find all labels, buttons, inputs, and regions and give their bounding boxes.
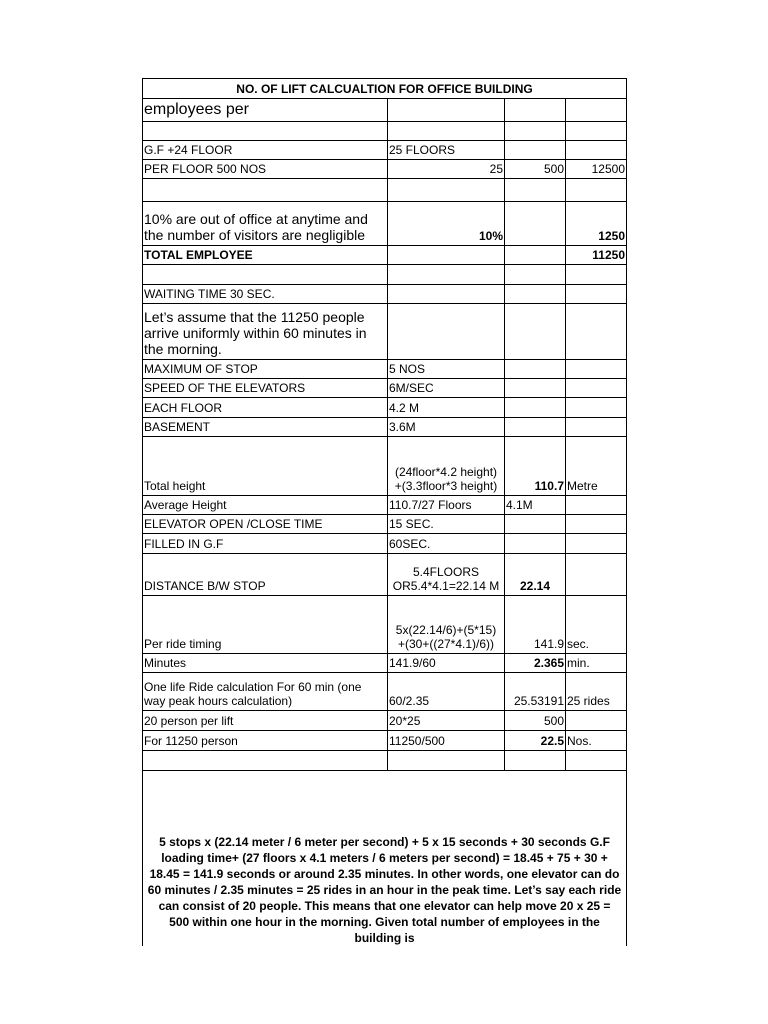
cell-r16-c0[interactable]: ELEVATOR OPEN /CLOSE TIME — [142, 515, 388, 534]
cell-r7-c3[interactable] — [566, 265, 627, 285]
sheet-title: NO. OF LIFT CALCUALTION FOR OFFICE BUILDING — [142, 78, 627, 99]
cell-r8-c1[interactable] — [388, 285, 505, 304]
cell-r8-c2[interactable] — [505, 285, 566, 304]
calculation-note: 5 stops x (22.14 meter / 6 meter per second) + 5 x 15 seconds + 30 seconds G.F loading time+ (27 floors x 4.1 meters / 6 meters per second) = 18.45 + 75 + 30 + 18.45 = 141.9 seconds or around 2.35 minutes. In other words, one elevator can do 60 minutes / 2.35 minutes = 25 rides in an hour in the peak time. Let’s say each ride can consist of 20 people. This means that one elevator can help move 20 x 25 = 500 within one hour in the morning. Given total number of employees in the building is — [142, 771, 627, 946]
cell-r20-c3[interactable]: min. — [566, 654, 627, 673]
cell-r1-c1[interactable] — [388, 122, 505, 141]
cell-r15-c1[interactable]: 110.7/27 Floors — [388, 496, 505, 515]
cell-r10-c1[interactable]: 5 NOS — [388, 360, 505, 379]
cell-r11-c2[interactable] — [505, 379, 566, 398]
cell-r11-c0[interactable]: SPEED OF THE ELEVATORS — [142, 379, 388, 398]
cell-r5-c3[interactable]: 1250 — [566, 202, 627, 246]
cell-r17-c1[interactable]: 60SEC. — [388, 534, 505, 554]
cell-r16-c3[interactable] — [566, 515, 627, 534]
cell-r11-c1[interactable]: 6M/SEC — [388, 379, 505, 398]
cell-r1-c0[interactable] — [142, 122, 388, 141]
cell-r14-c1[interactable]: (24floor*4.2 height) +(3.3floor*3 height) — [388, 437, 505, 496]
cell-r2-c3[interactable] — [566, 141, 627, 160]
cell-r20-c0[interactable]: Minutes — [142, 654, 388, 673]
cell-r13-c2[interactable] — [505, 418, 566, 437]
cell-r24-c3[interactable] — [566, 751, 627, 771]
cell-r9-c2[interactable] — [505, 304, 566, 360]
cell-r1-c3[interactable] — [566, 122, 627, 141]
cell-r7-c2[interactable] — [505, 265, 566, 285]
cell-r11-c3[interactable] — [566, 379, 627, 398]
cell-r3-c1[interactable]: 25 — [388, 160, 505, 179]
cell-r6-c0[interactable]: TOTAL EMPLOYEE — [142, 246, 388, 265]
cell-r13-c0[interactable]: BASEMENT — [142, 418, 388, 437]
cell-r24-c2[interactable] — [505, 751, 566, 771]
cell-r22-c0[interactable]: 20 person per lift — [142, 711, 388, 731]
cell-r4-c2[interactable] — [505, 179, 566, 202]
cell-r3-c2[interactable]: 500 — [505, 160, 566, 179]
cell-r23-c3[interactable]: Nos. — [566, 731, 627, 751]
cell-r0-c2[interactable] — [505, 99, 566, 122]
cell-r20-c2[interactable]: 2.365 — [505, 654, 566, 673]
cell-r23-c1[interactable]: 11250/500 — [388, 731, 505, 751]
cell-r10-c3[interactable] — [566, 360, 627, 379]
cell-r18-c2[interactable]: 22.14 — [505, 554, 566, 596]
cell-r1-c2[interactable] — [505, 122, 566, 141]
cell-r9-c0[interactable]: Let’s assume that the 11250 people arrive uniformly within 60 minutes in the morning. — [142, 304, 388, 360]
cell-r12-c0[interactable]: EACH FLOOR — [142, 398, 388, 418]
cell-r10-c0[interactable]: MAXIMUM OF STOP — [142, 360, 388, 379]
cell-r16-c2[interactable] — [505, 515, 566, 534]
cell-r6-c1[interactable] — [388, 246, 505, 265]
cell-r9-c1[interactable] — [388, 304, 505, 360]
cell-r12-c2[interactable] — [505, 398, 566, 418]
cell-r5-c1[interactable]: 10% — [388, 202, 505, 246]
cell-r8-c3[interactable] — [566, 285, 627, 304]
cell-r23-c0[interactable]: For 11250 person — [142, 731, 388, 751]
cell-r15-c0[interactable]: Average Height — [142, 496, 388, 515]
cell-r16-c1[interactable]: 15 SEC. — [388, 515, 505, 534]
cell-r23-c2[interactable]: 22.5 — [505, 731, 566, 751]
cell-r19-c0[interactable]: Per ride timing — [142, 596, 388, 654]
cell-r22-c3[interactable] — [566, 711, 627, 731]
cell-r17-c2[interactable] — [505, 534, 566, 554]
cell-r22-c1[interactable]: 20*25 — [388, 711, 505, 731]
cell-r5-c0[interactable]: 10% are out of office at anytime and the number of visitors are negligible — [142, 202, 388, 246]
cell-r21-c0[interactable]: One life Ride calculation For 60 min (one way peak hours calculation) — [142, 673, 388, 711]
cell-r18-c1[interactable]: 5.4FLOORS OR5.4*4.1=22.14 M — [388, 554, 505, 596]
cell-r0-c1[interactable] — [388, 99, 505, 122]
cell-r13-c1[interactable]: 3.6M — [388, 418, 505, 437]
cell-r13-c3[interactable] — [566, 418, 627, 437]
cell-r2-c1[interactable]: 25 FLOORS — [388, 141, 505, 160]
cell-r5-c2[interactable] — [505, 202, 566, 246]
cell-r10-c2[interactable] — [505, 360, 566, 379]
cell-r19-c2[interactable]: 141.9 — [505, 596, 566, 654]
cell-r4-c1[interactable] — [388, 179, 505, 202]
cell-r21-c3[interactable]: 25 rides — [566, 673, 627, 711]
cell-r21-c1[interactable]: 60/2.35 — [388, 673, 505, 711]
cell-r0-c3[interactable] — [566, 99, 627, 122]
cell-r18-c3[interactable] — [566, 554, 627, 596]
cell-r7-c0[interactable] — [142, 265, 388, 285]
cell-r2-c0[interactable]: G.F +24 FLOOR — [142, 141, 388, 160]
cell-r0-c0[interactable]: employees per — [142, 99, 388, 122]
cell-r15-c2[interactable]: 4.1M — [505, 496, 566, 515]
cell-r22-c2[interactable]: 500 — [505, 711, 566, 731]
cell-r12-c3[interactable] — [566, 398, 627, 418]
cell-r18-c0[interactable]: DISTANCE B/W STOP — [142, 554, 388, 596]
cell-r8-c0[interactable]: WAITING TIME 30 SEC. — [142, 285, 388, 304]
cell-r17-c0[interactable]: FILLED IN G.F — [142, 534, 388, 554]
cell-r24-c0[interactable] — [142, 751, 388, 771]
cell-r2-c2[interactable] — [505, 141, 566, 160]
cell-r24-c1[interactable] — [388, 751, 505, 771]
cell-r6-c2[interactable] — [505, 246, 566, 265]
cell-r14-c3[interactable]: Metre — [566, 437, 627, 496]
cell-r3-c3[interactable]: 12500 — [566, 160, 627, 179]
cell-r12-c1[interactable]: 4.2 M — [388, 398, 505, 418]
cell-r15-c3[interactable] — [566, 496, 627, 515]
cell-r6-c3[interactable]: 11250 — [566, 246, 627, 265]
cell-r4-c0[interactable] — [142, 179, 388, 202]
cell-r20-c1[interactable]: 141.9/60 — [388, 654, 505, 673]
cell-r4-c3[interactable] — [566, 179, 627, 202]
cell-r14-c0[interactable]: Total height — [142, 437, 388, 496]
cell-r7-c1[interactable] — [388, 265, 505, 285]
cell-r14-c2[interactable]: 110.7 — [505, 437, 566, 496]
cell-r17-c3[interactable] — [566, 534, 627, 554]
cell-r9-c3[interactable] — [566, 304, 627, 360]
cell-r19-c1[interactable]: 5x(22.14/6)+(5*15) +(30+((27*4.1)/6)) — [388, 596, 505, 654]
cell-r21-c2[interactable]: 25.53191 — [505, 673, 566, 711]
cell-r19-c3[interactable]: sec. — [566, 596, 627, 654]
cell-r3-c0[interactable]: PER FLOOR 500 NOS — [142, 160, 388, 179]
